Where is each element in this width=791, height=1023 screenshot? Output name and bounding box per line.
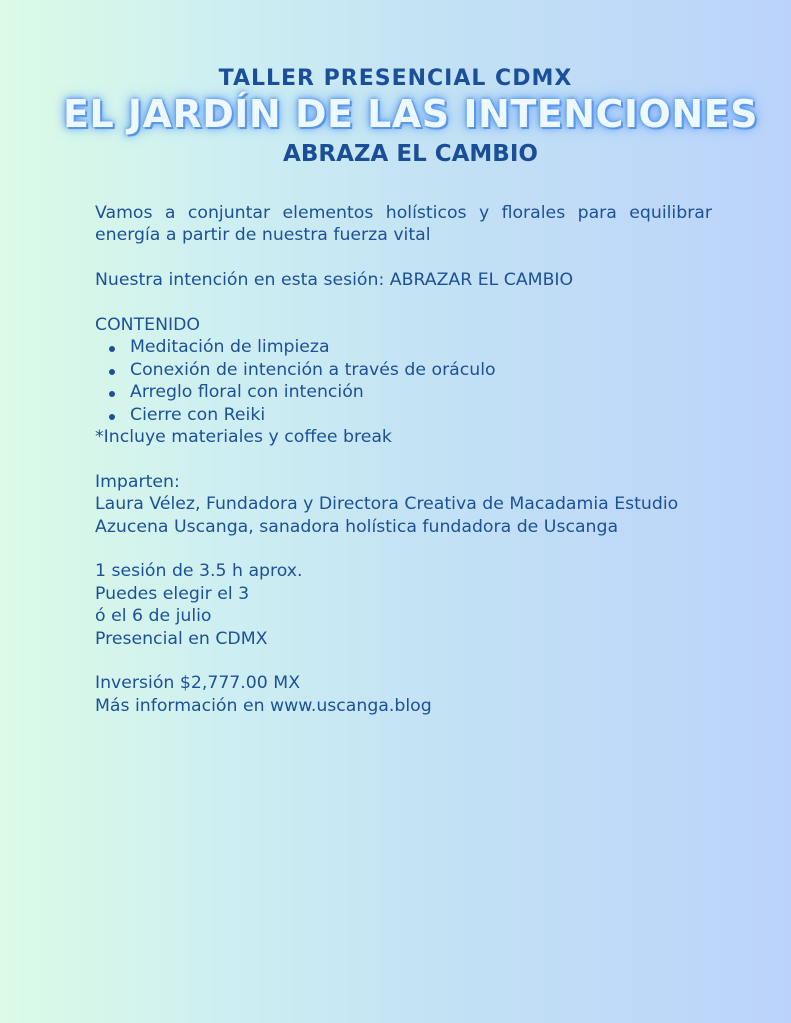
spacer xyxy=(95,247,712,269)
spacer xyxy=(95,292,712,314)
more-info-line: Más información en www.uscanga.blog xyxy=(95,695,432,716)
spacer xyxy=(95,448,712,470)
event-kicker: TALLER PRESENCIAL CDMX xyxy=(218,66,573,91)
location-line: Presencial en CDMX xyxy=(95,628,268,649)
contenido-heading: CONTENIDO xyxy=(95,315,201,335)
instructor-laura: Laura Vélez, Fundadora y Directora Creativa de Macadamia Estudio xyxy=(95,494,679,515)
intro-paragraph: Vamos a conjuntar elementos holísticos y florales para equilibrar energía a partir de nuestra fuerza vital xyxy=(95,203,712,246)
list-item: Arreglo floral con intención xyxy=(95,381,712,403)
spacer xyxy=(95,650,712,672)
event-subtitle: ABRAZA EL CAMBIO xyxy=(283,141,538,167)
contenido-list xyxy=(95,336,712,426)
duration-line: 1 sesión de 3.5 h aprox. xyxy=(95,561,303,582)
list-item: Meditación de limpieza xyxy=(95,336,712,358)
date-line-1: Puedes elegir el 3 xyxy=(95,583,250,604)
date-line-2: ó el 6 de julio xyxy=(95,606,212,627)
list-item: Conexión de intención a través de oráculo xyxy=(95,359,712,381)
imparten-heading: Imparten: xyxy=(95,471,180,492)
list-item: Cierre con Reiki xyxy=(95,404,712,426)
flyer-body xyxy=(95,202,712,717)
investment-line: Inversión $2,777.00 MX xyxy=(95,673,301,694)
intention-line: Nuestra intención en esta sesión: ABRAZAR EL CAMBIO xyxy=(95,270,574,291)
instructor-azucena: Azucena Uscanga, sanadora holística fundadora de Uscanga xyxy=(95,516,619,537)
spacer xyxy=(95,538,712,560)
event-title: EL JARDÍN DE LAS INTENCIONES xyxy=(63,92,758,136)
includes-note: *Incluye materiales y coffee break xyxy=(95,427,392,448)
